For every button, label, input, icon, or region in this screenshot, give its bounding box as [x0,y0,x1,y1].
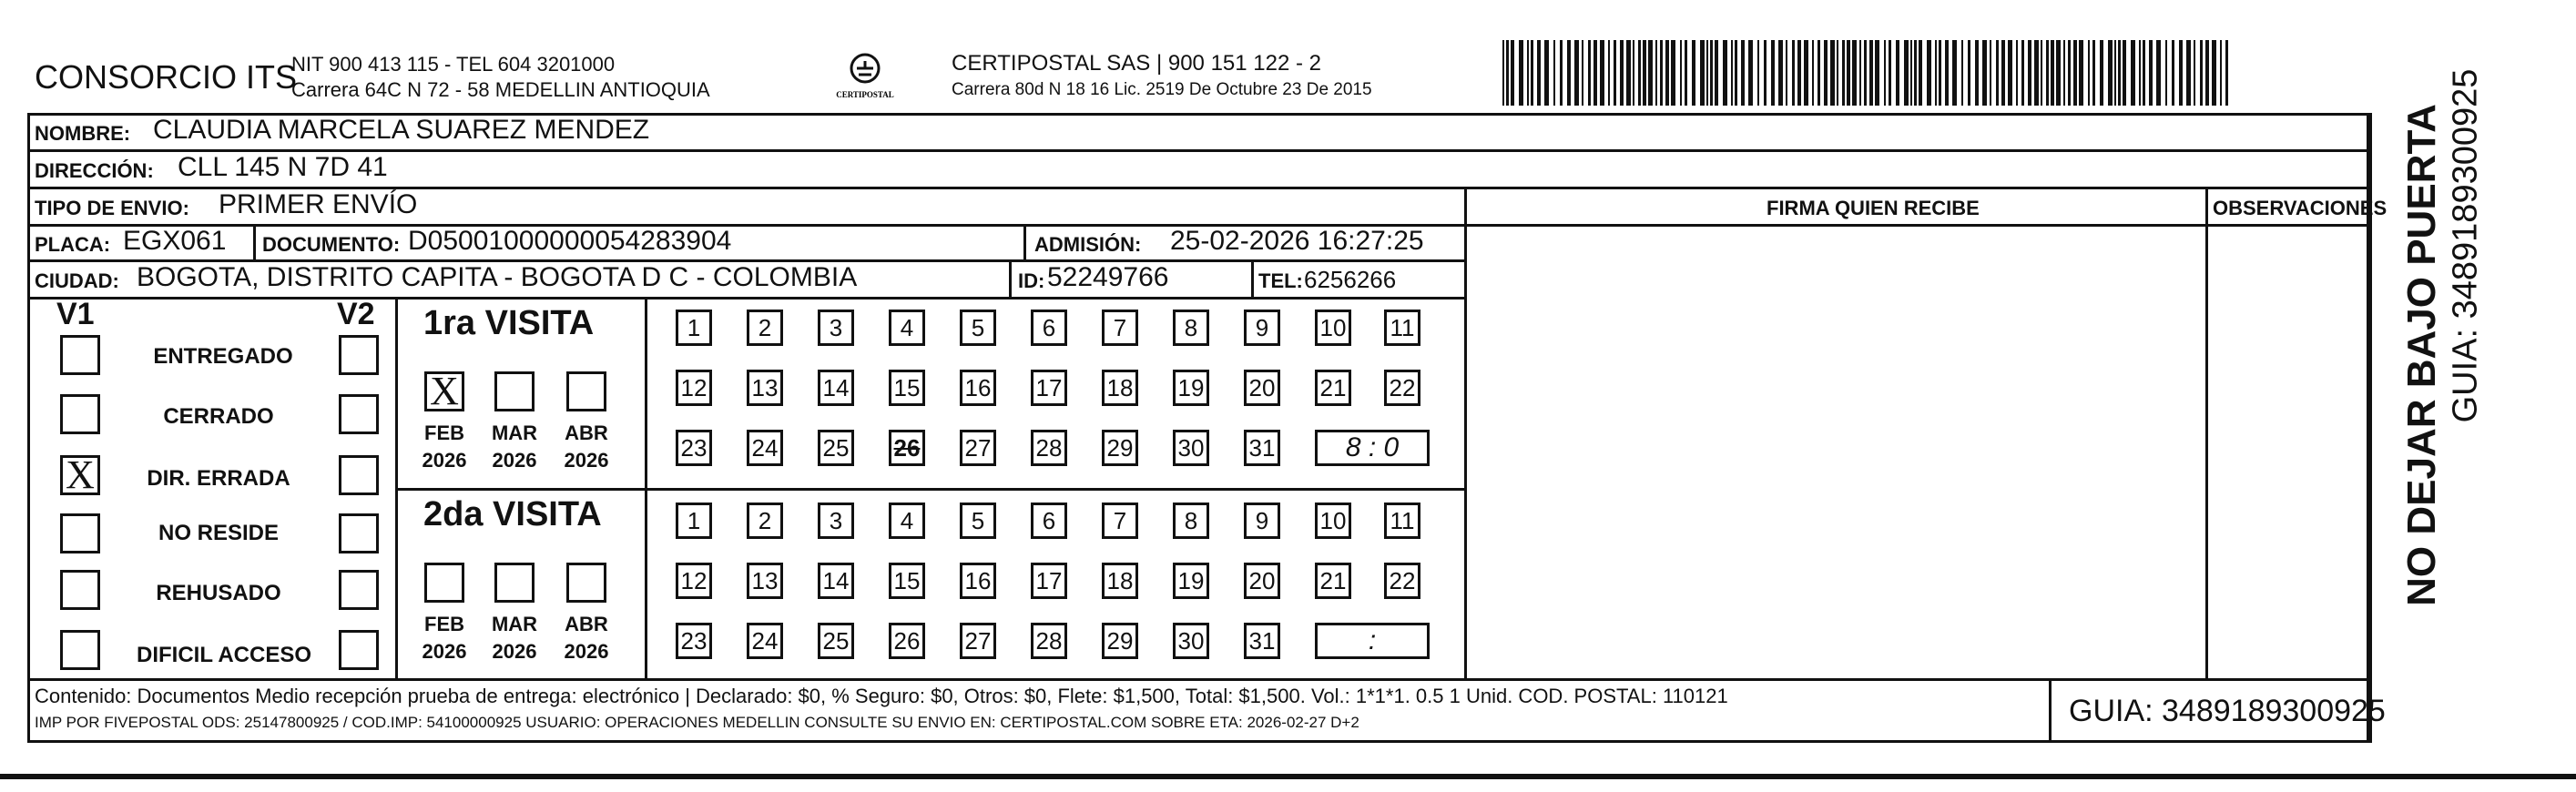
barcode-bar [1847,40,1850,106]
barcode-bar [1952,40,1957,106]
barcode-bar [1889,40,1891,106]
day-cell[interactable]: 28 [1031,430,1067,466]
barcode-bar [2123,40,2126,106]
day-cell[interactable]: 6 [1031,503,1067,539]
barcode-bar [1771,40,1775,106]
day-cell[interactable]: 9 [1244,503,1280,539]
barcode-bar [1655,40,1657,106]
footer-guia: GUIA: 3489189300925 [2069,694,2386,728]
barcode-bar [1914,40,1917,106]
side-guia-text: GUIA: 3489189300925 [2446,68,2485,423]
v1-cerrado-checkbox[interactable] [60,394,100,434]
barcode-bar [1904,40,1909,106]
barcode-bar [1700,40,1705,106]
tel-value: 6256266 [1304,266,1397,293]
first-visit-month-label: FEB [424,421,464,444]
barcode-bar [1671,40,1675,106]
first-visit-year-label: 2026 [492,449,537,472]
observaciones-header: OBSERVACIONES [2213,197,2388,219]
row-line [27,297,1466,300]
day-cell[interactable]: 24 [747,623,783,659]
barcode-bar [2118,40,2121,106]
barcode-bar [2179,40,2183,106]
day-cell[interactable]: 23 [676,430,712,466]
footer-line [27,678,2369,681]
barcode-bar [1633,40,1634,106]
barcode-bar [1990,40,1991,106]
day-cell[interactable]: 10 [1315,310,1351,346]
nombre-label: NOMBRE: [35,122,131,145]
barcode-bar [1852,40,1857,106]
barcode-bar [1764,40,1767,106]
day-cell[interactable]: 13 [747,563,783,599]
barcode-bar [1527,40,1529,106]
company-name: CONSORCIO ITS [35,58,298,96]
barcode-bar [1706,40,1708,106]
day-cell[interactable]: 8 [1173,503,1209,539]
v1-header: V1 [56,297,95,331]
barcode-bar [1896,40,1899,106]
day-cell[interactable]: 28 [1031,623,1067,659]
day-cell[interactable]: 25 [818,623,854,659]
company-address-line: Carrera 64C N 72 - 58 MEDELLIN ANTIOQUIA [291,78,710,101]
barcode-bar [1757,40,1759,106]
day-cell[interactable]: 29 [1102,623,1138,659]
day-cell[interactable]: 3 [818,310,854,346]
col-line [2049,678,2052,743]
barcode-bar [1786,40,1787,106]
day-cell[interactable]: 18 [1102,370,1138,406]
second-visit-mar-checkbox[interactable] [494,563,535,603]
barcode-bar [1588,40,1591,106]
barcode-bar [2156,40,2161,106]
first-visit-abr-checkbox[interactable] [566,371,606,411]
first-visit-month-label: MAR [491,421,538,444]
barcode-bar [1685,40,1687,106]
day-cell[interactable]: 11 [1384,310,1420,346]
day-cell[interactable]: 20 [1244,370,1280,406]
barcode-bar [1608,40,1610,106]
col-line [253,224,256,260]
barcode-bar [2068,40,2071,106]
day-cell[interactable]: 31 [1244,623,1280,659]
second-visit-month-label: ABR [565,613,608,635]
barcode-bar [1544,40,1549,106]
day-cell[interactable]: 9 [1244,310,1280,346]
barcode-bar [2149,40,2153,106]
barcode-bar [2139,40,2141,106]
barcode-bar [1715,40,1718,106]
barcode-bar [1778,40,1783,106]
barcode-bar [2131,40,2135,106]
admision-value: 25-02-2026 16:27:25 [1170,226,1424,256]
col-line [1009,259,1012,297]
barcode-bar [1710,40,1713,106]
day-cell[interactable]: 2 [747,310,783,346]
barcode-bar [1859,40,1861,106]
v1-entregado-checkbox[interactable] [60,335,100,375]
day-cell[interactable]: 4 [889,310,925,346]
barcode-bar [1506,40,1509,106]
barcode-bar [1620,40,1624,106]
id-value: 52249766 [1047,262,1169,292]
day-cell[interactable]: 4 [889,503,925,539]
day-cell[interactable]: 22 [1384,370,1420,406]
barcode-bar [1735,40,1737,106]
barcode-bar [1723,40,1727,106]
barcode-bar [1935,40,1937,106]
certipostal-logo [833,50,897,105]
barcode-bar [1968,40,1970,106]
day-cell[interactable]: 15 [889,370,925,406]
placa-label: PLACA: [35,233,111,256]
barcode [1502,40,2231,106]
barcode-bar [1804,40,1808,106]
v2-dir-errada-checkbox[interactable] [339,455,379,495]
day-cell[interactable]: 19 [1173,563,1209,599]
barcode-bar [2046,40,2049,106]
day-cell[interactable]: 27 [960,430,996,466]
v2-entregado-checkbox[interactable] [339,335,379,375]
barcode-bar [2114,40,2116,106]
no-dejar-bajo-puerta-text: NO DEJAR BAJO PUERTA [2399,104,2444,606]
day-cell[interactable]: 23 [676,623,712,659]
barcode-bar [1519,40,1523,106]
barcode-bar [1560,40,1563,106]
day-cell[interactable]: 5 [960,310,996,346]
barcode-bar [1574,40,1579,106]
first-visit-feb-checkbox[interactable]: X [424,371,464,411]
scan-edge [0,774,2576,779]
barcode-bar [1567,40,1571,106]
barcode-bar [1638,40,1641,106]
barcode-bar [1593,40,1597,106]
barcode-bar [1919,40,1922,106]
firma-header: FIRMA QUIEN RECIBE [1767,197,1980,219]
day-cell[interactable]: 16 [960,370,996,406]
day-cell[interactable]: 12 [676,370,712,406]
v1-dir-errada-checkbox[interactable]: X [60,455,100,495]
day-cell[interactable]: 26 [889,430,925,466]
barcode-bar [1741,40,1745,106]
barcode-bar [1531,40,1533,106]
day-cell[interactable]: 17 [1031,370,1067,406]
barcode-bar [2021,40,2024,106]
day-cell[interactable]: 19 [1173,370,1209,406]
ciudad-value: BOGOTA, DISTRITO CAPITA - BOGOTA D C - COLOMBIA [137,262,858,292]
barcode-bar [1975,40,1979,106]
barcode-bar [2073,40,2077,106]
day-cell[interactable]: 10 [1315,503,1351,539]
barcode-bar [1817,40,1820,106]
barcode-bar [2165,40,2167,106]
day-cell[interactable]: 29 [1102,430,1138,466]
option-dir-errada: DIR. ERRADA [147,466,290,491]
barcode-bar [1842,40,1845,106]
barcode-bar [1927,40,1931,106]
barcode-bar [2225,40,2228,106]
barcode-bar [2001,40,2005,106]
barcode-bar [2143,40,2145,106]
barcode-bar [2186,40,2191,106]
v1-dificil-acceso-checkbox[interactable] [60,630,100,670]
day-cell[interactable]: 12 [676,563,712,599]
barcode-bar [2100,40,2103,106]
day-cell[interactable]: 27 [960,623,996,659]
v2-header: V2 [337,297,375,331]
ciudad-label: CIUDAD: [35,269,119,292]
day-cell[interactable]: 21 [1315,563,1351,599]
day-cell[interactable]: 13 [747,370,783,406]
day-cell[interactable]: 30 [1173,623,1209,659]
company-nit-line: NIT 900 413 115 - TEL 604 3201000 [291,53,616,76]
barcode-bar [1945,40,1949,106]
day-cell[interactable]: 14 [818,370,854,406]
barcode-bar [1837,40,1838,106]
direccion-value: CLL 145 N 7D 41 [178,152,388,182]
col-line [2205,187,2208,678]
carrier-license-line: Carrera 80d N 18 16 Lic. 2519 De Octubre 23 De 2015 [952,80,1372,99]
barcode-bar [1692,40,1695,106]
visit-divider [395,488,1466,491]
barcode-bar [1812,40,1814,106]
day-cell[interactable]: 7 [1102,503,1138,539]
day-cell[interactable]: 25 [818,430,854,466]
barcode-bar [2172,40,2174,106]
barcode-bar [2008,40,2012,106]
barcode-bar [1910,40,1912,106]
v1-no-reside-checkbox[interactable] [60,513,100,553]
documento-value: D05001000000054283904 [408,226,732,256]
barcode-bar [1731,40,1733,106]
first-visit-year-label: 2026 [564,449,609,472]
day-cell[interactable]: 21 [1315,370,1351,406]
first-visit-title: 1ra VISITA [423,304,595,342]
barcode-bar [2212,40,2216,106]
imp-text: IMP POR FIVEPOSTAL ODS: 25147800925 / COD.IMP: 54100000925 USUARIO: OPERACIONES MEDELLIN CONSULTE SU ENVIO EN: CERTIPOSTAL.COM SOBRE ETA: 2026-02-27 D+2 [35,714,1359,731]
side-vertical-text [2367,46,2495,719]
day-cell[interactable]: 15 [889,563,925,599]
day-cell[interactable]: 8 [1173,310,1209,346]
col-line [1251,259,1254,297]
v1-rehusado-checkbox[interactable] [60,570,100,610]
barcode-bar [1665,40,1669,106]
option-rehusado: REHUSADO [156,581,281,605]
barcode-bar [1748,40,1753,106]
visit-time-box[interactable]: : [1315,623,1430,659]
barcode-bar [2092,40,2095,106]
visit-time-box[interactable]: 8 : 0 [1315,430,1430,466]
id-label: ID: [1018,269,1045,292]
day-cell[interactable]: 18 [1102,563,1138,599]
second-visit-month-label: FEB [424,613,464,635]
first-visit-month-label: ABR [565,421,608,444]
second-visit-title: 2da VISITA [423,495,602,533]
day-cell[interactable]: 1 [676,310,712,346]
day-cell[interactable]: 26 [889,623,925,659]
barcode-bar [1614,40,1616,106]
col-line [1023,224,1026,260]
barcode-bar [1626,40,1631,106]
barcode-bar [1996,40,1999,106]
barcode-bar [2205,40,2209,106]
second-visit-abr-checkbox[interactable] [566,563,606,603]
barcode-bar [1824,40,1828,106]
day-cell[interactable]: 14 [818,563,854,599]
v2-no-reside-checkbox[interactable] [339,513,379,553]
barcode-bar [1797,40,1801,106]
barcode-bar [2200,40,2203,106]
barcode-bar [1643,40,1646,106]
first-visit-year-label: 2026 [422,449,467,472]
day-cell[interactable]: 3 [818,503,854,539]
barcode-bar [2034,40,2039,106]
barcode-bar [2220,40,2222,106]
barcode-bar [2016,40,2018,106]
day-cell[interactable]: 7 [1102,310,1138,346]
barcode-bar [1982,40,1987,106]
barcode-bar [2041,40,2042,106]
v2-cerrado-checkbox[interactable] [339,394,379,434]
first-visit-mar-checkbox[interactable] [494,371,535,411]
barcode-bar [1502,40,1504,106]
second-visit-year-label: 2026 [492,640,537,663]
day-cell[interactable]: 20 [1244,563,1280,599]
day-cell[interactable]: 16 [960,563,996,599]
barcode-bar [1648,40,1653,106]
v2-dificil-acceso-checkbox[interactable] [339,630,379,670]
option-entregado: ENTREGADO [153,344,293,369]
barcode-bar [2056,40,2061,106]
v2-rehusado-checkbox[interactable] [339,570,379,610]
barcode-bar [1600,40,1604,106]
tipo-envio-value: PRIMER ENVÍO [219,189,418,219]
day-cell[interactable]: 30 [1173,430,1209,466]
admision-label: ADMISIÓN: [1034,233,1142,256]
placa-value: EGX061 [123,226,227,256]
day-cell[interactable]: 6 [1031,310,1067,346]
option-dificil-acceso: DIFICIL ACCESO [136,643,311,667]
second-visit-year-label: 2026 [564,640,609,663]
barcode-bar [1680,40,1682,106]
option-cerrado: CERRADO [163,404,274,429]
documento-label: DOCUMENTO: [262,233,401,256]
day-cell[interactable]: 1 [676,503,712,539]
nombre-value: CLAUDIA MARCELA SUAREZ MENDEZ [153,115,650,145]
carrier-name-line: CERTIPOSTAL SAS | 900 151 122 - 2 [952,51,1321,76]
day-cell[interactable]: 17 [1031,563,1067,599]
barcode-bar [2063,40,2065,106]
barcode-bar [2194,40,2195,106]
barcode-bar [1875,40,1879,106]
barcode-bar [1511,40,1514,106]
barcode-bar [1553,40,1555,106]
tel-label: TEL: [1258,269,1303,292]
day-cell[interactable]: 31 [1244,430,1280,466]
barcode-bar [1864,40,1867,106]
option-no-reside: NO RESIDE [158,521,280,545]
day-cell[interactable]: 24 [747,430,783,466]
barcode-bar [2088,40,2090,106]
barcode-bar [2079,40,2083,106]
contenido-text: Contenido: Documentos Medio recepción prueba de entrega: electrónico | Declarado: $0, % Seguro: $0, Otros: $0, Flete: $1,500, Total: $1,500. Vol.: 1*1*1. 0.5 1 Unid. COD. POSTAL: 110121 [35,685,1728,707]
barcode-bar [1582,40,1583,106]
svg-text:CERTIPOSTAL: CERTIPOSTAL [836,90,894,99]
barcode-bar [1830,40,1835,106]
day-cell[interactable]: 5 [960,503,996,539]
col-line [1464,187,1467,678]
barcode-bar [1537,40,1541,106]
barcode-bar [1884,40,1886,106]
barcode-bar [2051,40,2054,106]
day-cell[interactable]: 11 [1384,503,1420,539]
barcode-bar [1869,40,1873,106]
second-visit-feb-checkbox[interactable] [424,563,464,603]
second-visit-month-label: MAR [491,613,538,635]
direccion-label: DIRECCIÓN: [35,159,154,182]
barcode-bar [1939,40,1941,106]
barcode-bar [1660,40,1663,106]
barcode-bar [2108,40,2113,106]
second-visit-year-label: 2026 [422,640,467,663]
day-cell[interactable]: 22 [1384,563,1420,599]
barcode-bar [1961,40,1963,106]
day-cell[interactable]: 2 [747,503,783,539]
barcode-bar [1792,40,1795,106]
tipo-envio-label: TIPO DE ENVIO: [35,197,189,219]
barcode-bar [2028,40,2031,106]
